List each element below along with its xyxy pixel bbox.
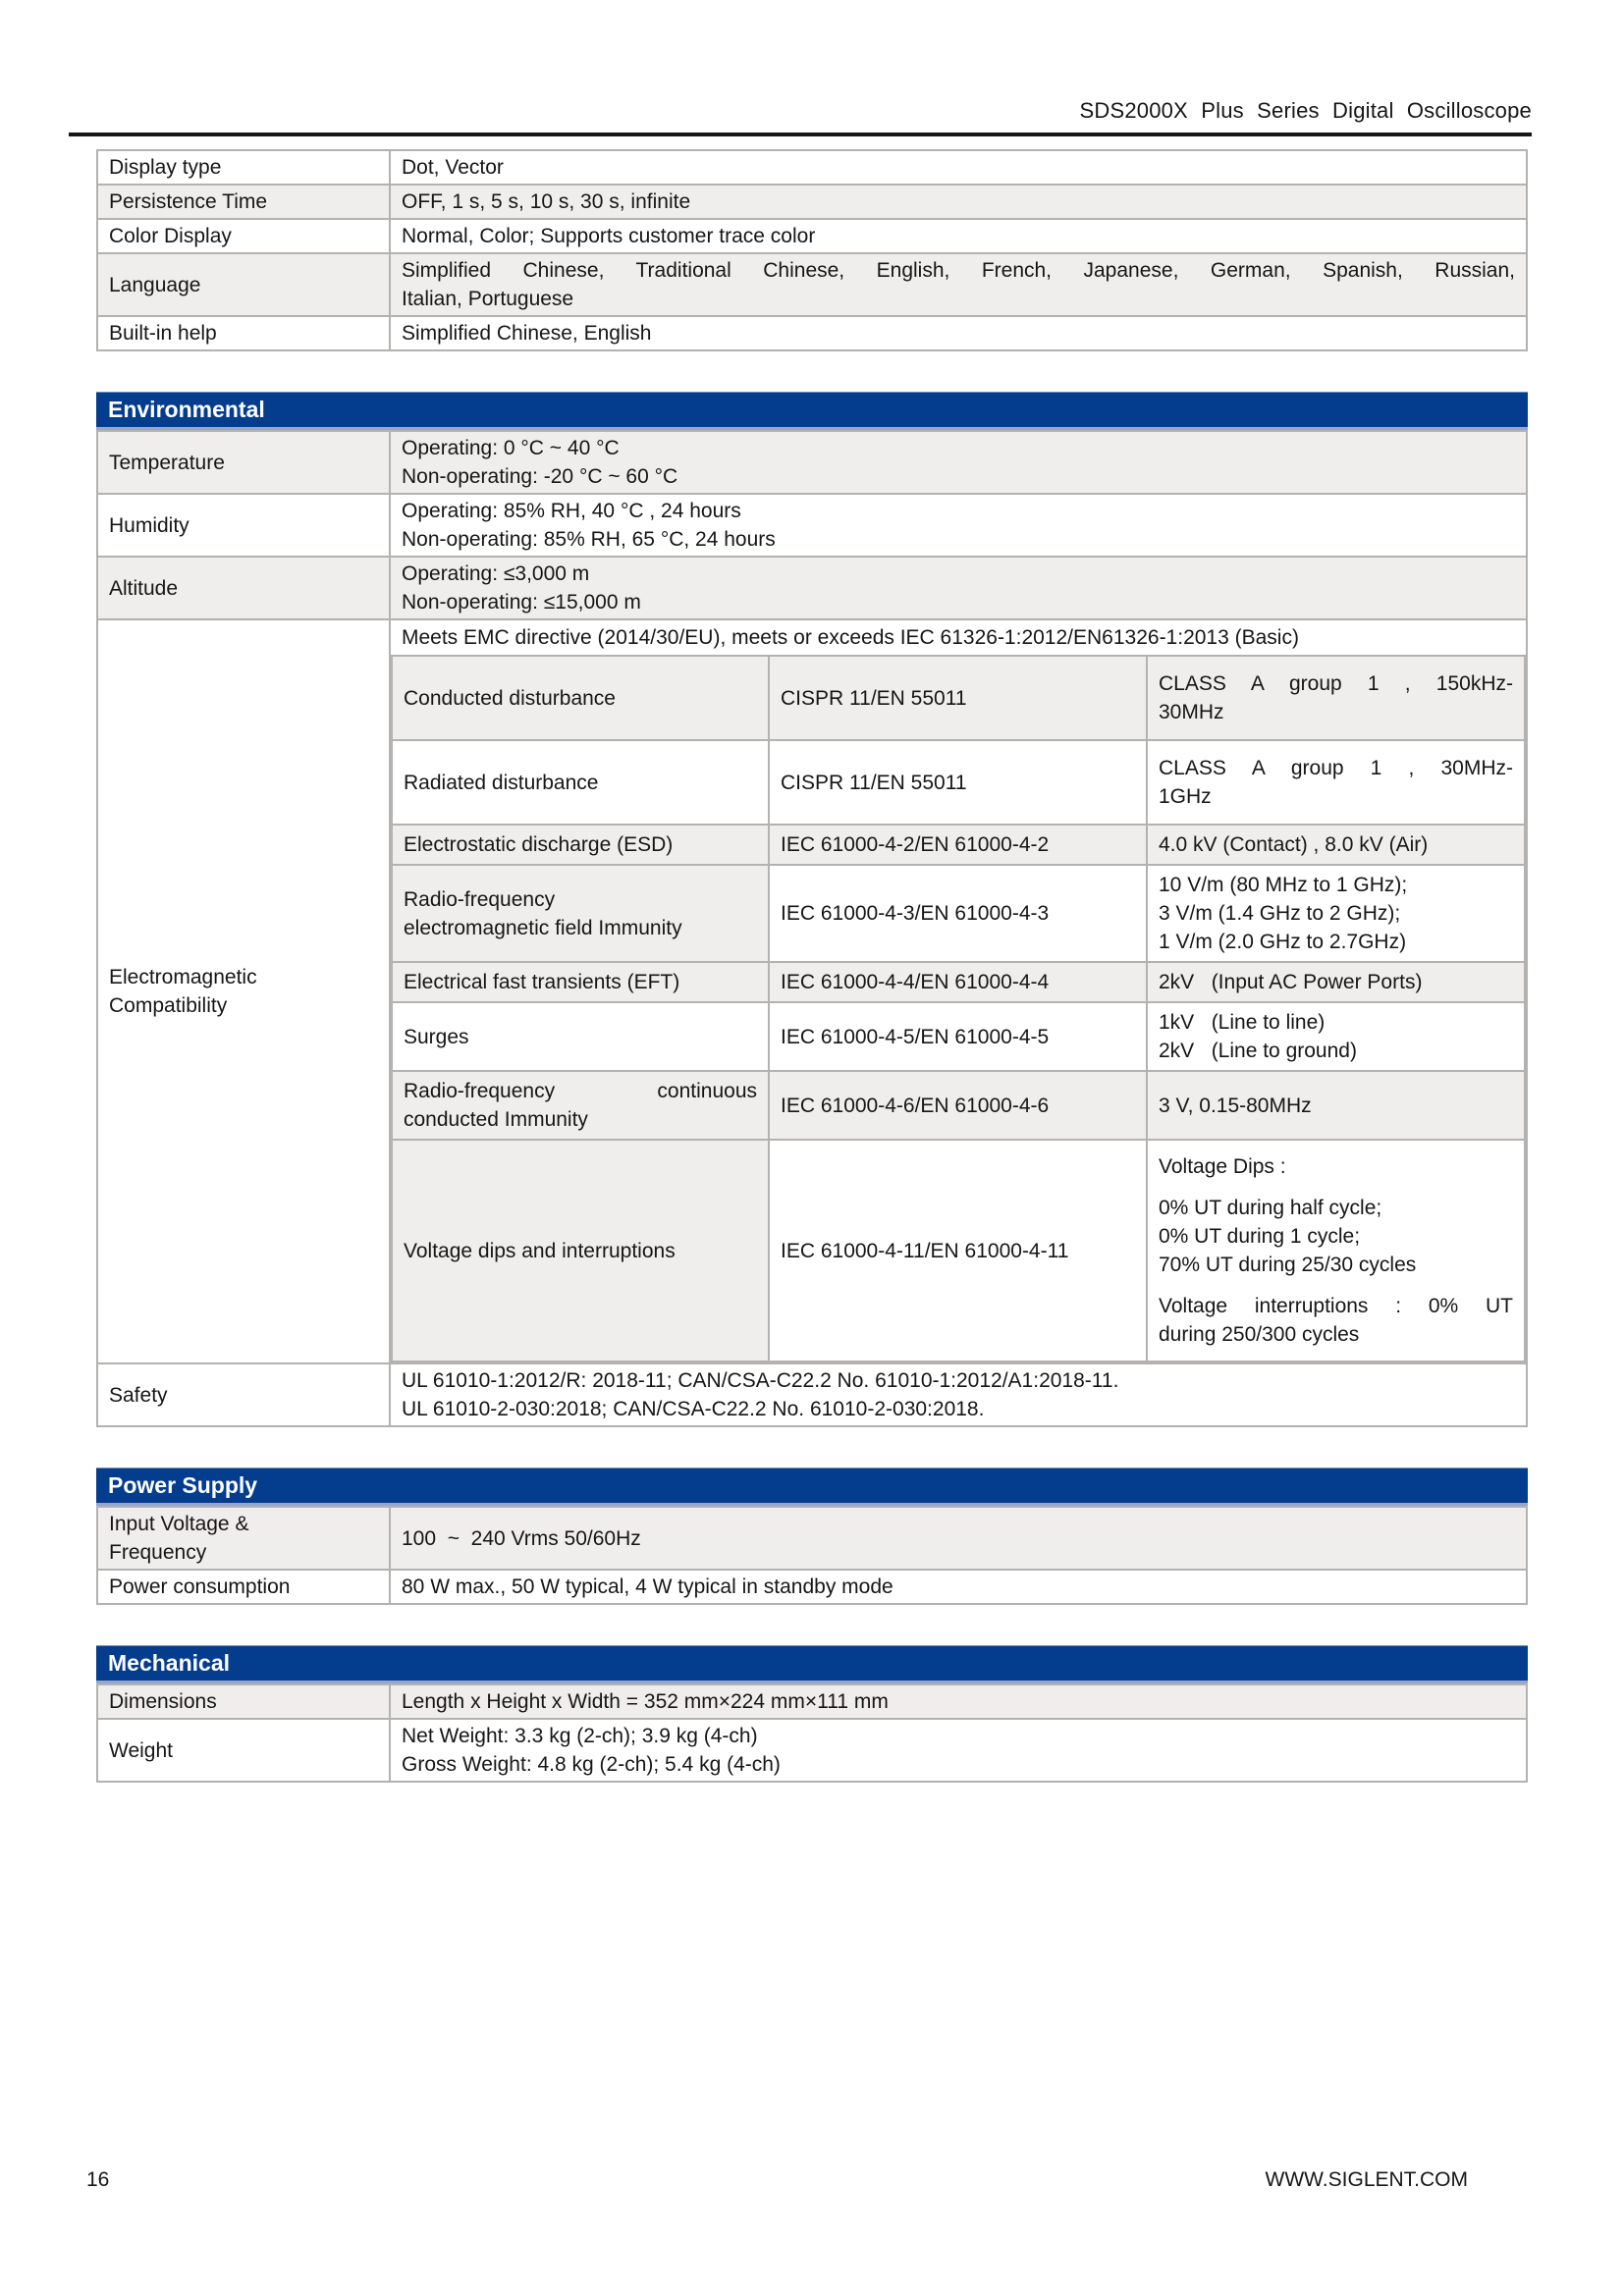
row-label — [97, 1507, 390, 1570]
table-row — [97, 1507, 1527, 1570]
table-row — [97, 1570, 1527, 1604]
label-line: Compatibility — [109, 994, 228, 1017]
environmental-table — [96, 430, 1528, 1427]
table-row — [97, 557, 1527, 619]
emc-item: Radiated disturbance — [392, 740, 769, 825]
value-line: Operating: 85% RH, 40 °C , 24 hours — [402, 500, 741, 522]
row-label: Language — [97, 253, 390, 316]
table-row-emc — [97, 619, 1527, 1363]
emc-standard: IEC 61000-4-2/EN 61000-4-2 — [769, 825, 1147, 865]
section-environmental — [96, 392, 1528, 1427]
emc-limit: 4.0 kV (Contact) , 8.0 kV (Air) — [1147, 825, 1525, 865]
emc-intro: Meets EMC directive (2014/30/EU), meets or exceeds IEC 61326-1:2012/EN61326-1:2013 (Basic) — [402, 626, 1299, 649]
emc-item — [392, 1071, 769, 1140]
emc-row — [392, 865, 1525, 962]
limit-line: Voltage interruptions : 0% UT — [1159, 1295, 1513, 1317]
row-label: Temperature — [97, 431, 390, 494]
table-row — [97, 1684, 1527, 1719]
limit-line: during 250/300 cycles — [1159, 1323, 1360, 1346]
value-line: UL 61010-1:2012/R: 2018-11; CAN/CSA-C22.2 No. 61010-1:2012/A1:2018-11. — [402, 1369, 1119, 1392]
row-value: Simplified Chinese, English — [390, 316, 1527, 350]
value-line: Non-operating: ≤15,000 m — [402, 591, 641, 614]
limit-line: Voltage Dips : — [1159, 1155, 1286, 1178]
emc-limit: 3 V, 0.15-80MHz — [1147, 1071, 1525, 1140]
row-value — [390, 557, 1527, 619]
emc-standard: IEC 61000-4-3/EN 61000-4-3 — [769, 865, 1147, 962]
emc-table — [391, 655, 1526, 1362]
table-row — [97, 494, 1527, 557]
section-title: Environmental — [108, 397, 265, 422]
section-header-bar — [96, 1645, 1528, 1683]
limit-line: 10 V/m (80 MHz to 1 GHz); — [1159, 874, 1408, 896]
emc-item: Electrostatic discharge (ESD) — [392, 825, 769, 865]
emc-standard: IEC 61000-4-11/EN 61000-4-11 — [769, 1140, 1147, 1362]
value-line: Net Weight: 3.3 kg (2-ch); 3.9 kg (4-ch) — [402, 1725, 758, 1747]
page-footer — [86, 2168, 1468, 2192]
value-line: UL 61010-2-030:2018; CAN/CSA-C22.2 No. 61010-2-030:2018. — [402, 1398, 985, 1420]
label-line: Electromagnetic — [109, 966, 257, 988]
emc-standard: IEC 61000-4-4/EN 61000-4-4 — [769, 962, 1147, 1002]
emc-limit: 2kV (Input AC Power Ports) — [1147, 962, 1525, 1002]
emc-item — [392, 865, 769, 962]
label-line: Frequency — [109, 1541, 207, 1564]
value-line: Operating: 0 °C ~ 40 °C — [402, 437, 620, 459]
row-label: Humidity — [97, 494, 390, 557]
row-value: 100 ~ 240 Vrms 50/60Hz — [390, 1507, 1527, 1570]
value-line: Simplified Chinese, Traditional Chinese, English, French, Japanese, German, Spanish, Russian, — [402, 259, 1515, 282]
limit-line: 1 V/m (2.0 GHz to 2.7GHz) — [1159, 931, 1407, 953]
table-row — [97, 316, 1527, 350]
table-row — [97, 150, 1527, 185]
value-line: Italian, Portuguese — [402, 288, 574, 310]
limit-line: 1kV (Line to line) — [1159, 1011, 1326, 1034]
item-line: Radio-frequency continuous — [404, 1080, 757, 1102]
table-row — [97, 1363, 1527, 1426]
row-value — [390, 253, 1527, 316]
row-value — [390, 431, 1527, 494]
emc-standard: IEC 61000-4-5/EN 61000-4-5 — [769, 1002, 1147, 1071]
emc-item: Voltage dips and interruptions — [392, 1140, 769, 1362]
emc-row — [392, 740, 1525, 825]
row-value — [390, 1719, 1527, 1782]
row-value: Dot, Vector — [390, 150, 1527, 185]
row-value: Length x Height x Width = 352 mm×224 mm×111 mm — [390, 1684, 1527, 1719]
limit-line: 2kV (Line to ground) — [1159, 1040, 1357, 1062]
section-mechanical — [96, 1645, 1528, 1783]
section-header-bar — [96, 392, 1528, 430]
emc-standard: CISPR 11/EN 55011 — [769, 656, 1147, 740]
row-label: Persistence Time — [97, 185, 390, 219]
item-line: Radio-frequency — [404, 887, 556, 911]
row-value: 80 W max., 50 W typical, 4 W typical in standby mode — [390, 1570, 1527, 1604]
section-header-bar — [96, 1468, 1528, 1506]
page-content — [96, 149, 1528, 1783]
emc-row — [392, 962, 1525, 1002]
emc-limit — [1147, 740, 1525, 825]
emc-limit — [1147, 656, 1525, 740]
emc-item: Electrical fast transients (EFT) — [392, 962, 769, 1002]
row-value — [390, 1363, 1527, 1426]
power-supply-table — [96, 1506, 1528, 1605]
section-power-supply — [96, 1468, 1528, 1605]
row-label: Built-in help — [97, 316, 390, 350]
limit-line: 30MHz — [1159, 701, 1224, 723]
label-line: Input Voltage & — [109, 1513, 249, 1535]
limit-line: 1GHz — [1159, 785, 1212, 808]
row-label: Display type — [97, 150, 390, 185]
limit-line: 70% UT during 25/30 cycles — [1159, 1254, 1417, 1276]
value-line: Non-operating: -20 °C ~ 60 °C — [402, 465, 678, 488]
limit-line: CLASS A group 1 , 150kHz- — [1159, 672, 1513, 695]
website-text: WWW.SIGLENT.COM — [1265, 2168, 1468, 2191]
item-line: conducted Immunity — [404, 1108, 588, 1131]
value-line: Non-operating: 85% RH, 65 °C, 24 hours — [402, 528, 776, 551]
emc-item: Surges — [392, 1002, 769, 1071]
emc-item: Conducted disturbance — [392, 656, 769, 740]
row-label: Power consumption — [97, 1570, 390, 1604]
emc-value-cell — [390, 619, 1527, 1363]
emc-row — [392, 1140, 1525, 1362]
row-label: Weight — [97, 1719, 390, 1782]
emc-row — [392, 825, 1525, 865]
emc-row — [392, 1002, 1525, 1071]
row-label: Altitude — [97, 557, 390, 619]
row-value: OFF, 1 s, 5 s, 10 s, 30 s, infinite — [390, 185, 1527, 219]
item-line: electromagnetic field Immunity — [404, 916, 682, 939]
row-value — [390, 494, 1527, 557]
emc-row — [392, 1071, 1525, 1140]
document-header — [69, 98, 1532, 136]
section-title: Mechanical — [108, 1650, 230, 1676]
row-label — [97, 619, 390, 1363]
emc-limit — [1147, 865, 1525, 962]
table-row — [97, 219, 1527, 253]
limit-line: 0% UT during half cycle; — [1159, 1197, 1382, 1219]
emc-row — [392, 656, 1525, 740]
table-row — [97, 1719, 1527, 1782]
value-line: Operating: ≤3,000 m — [402, 562, 590, 585]
mechanical-table — [96, 1683, 1528, 1783]
limit-line: 0% UT during 1 cycle; — [1159, 1225, 1361, 1248]
table-row — [97, 185, 1527, 219]
limit-line-group — [1159, 1194, 1513, 1279]
display-spec-table — [96, 149, 1528, 351]
limit-line: 3 V/m (1.4 GHz to 2 GHz); — [1159, 902, 1401, 925]
limit-line: CLASS A group 1 , 30MHz- — [1159, 757, 1513, 779]
row-label: Color Display — [97, 219, 390, 253]
emc-standard: IEC 61000-4-6/EN 61000-4-6 — [769, 1071, 1147, 1140]
row-label: Safety — [97, 1363, 390, 1426]
page-number: 16 — [86, 2168, 110, 2191]
limit-line-group — [1159, 1292, 1513, 1349]
table-row — [97, 253, 1527, 316]
row-value: Normal, Color; Supports customer trace color — [390, 219, 1527, 253]
emc-limit — [1147, 1140, 1525, 1362]
table-row — [97, 431, 1527, 494]
page-title: SDS2000X Plus Series Digital Oscilloscope — [1079, 98, 1532, 123]
row-label: Dimensions — [97, 1684, 390, 1719]
value-line: Gross Weight: 4.8 kg (2-ch); 5.4 kg (4-ch) — [402, 1753, 781, 1776]
emc-standard: CISPR 11/EN 55011 — [769, 740, 1147, 825]
section-title: Power Supply — [108, 1472, 258, 1498]
emc-limit — [1147, 1002, 1525, 1071]
